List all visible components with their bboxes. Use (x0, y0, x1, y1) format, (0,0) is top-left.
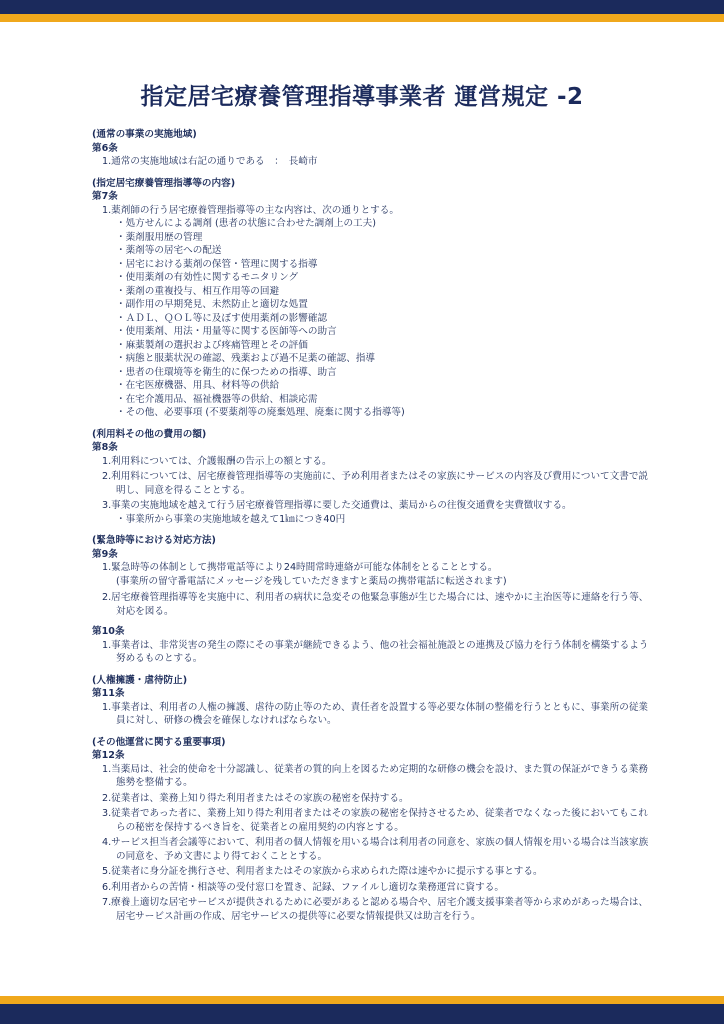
list-item: ・ＡＤＬ、ＱＯＬ等に及ぼす使用薬剤の影響確認 (116, 312, 328, 324)
item-note: ・事業所から事業の実施地域を越えて1㎞につき40円 (116, 513, 346, 525)
top-navy-band (0, 0, 724, 14)
article-item: 3.従業者であった者に、業務上知り得た利用者またはその家族の秘密を保持させるため、従業者でなくなった後においてもこれらの秘密を保持するべき旨を、従業者との雇用契約の内容とする。 (102, 808, 648, 833)
list-item: ・薬剤服用歴の管理 (116, 231, 203, 243)
article-number: 第10条 (92, 626, 125, 637)
article-number: 第7条 (92, 191, 118, 202)
bullet-list (92, 217, 652, 420)
list-item: ・麻薬製剤の選択および疼痛管理とその評価 (116, 339, 308, 351)
list-item: ・在宅介護用品、福祉機器等の供給、相談応需 (116, 393, 318, 405)
article-item: 2.利用料については、居宅療養管理指導等の実施前に、予め利用者またはその家族にサービスの内容及び費用について文書で説明し、同意を得ることとする。 (102, 471, 649, 496)
article-number: 第8条 (92, 442, 118, 453)
list-item: ・病態と服薬状況の確認、残薬および過不足薬の確認、指導 (116, 353, 376, 364)
list-item: ・副作用の早期発見、未然防止と適切な処置 (116, 299, 308, 310)
section-heading: (その他運営に関する重要事項) (92, 736, 226, 748)
article-item: 7.療養上適切な居宅サービスが提供されるために必要があると認める場合や、居宅介護支援事業者等から求めがあった場合は、居宅サービス計画の作成、居宅サービスの提供等に必要な情報提供又は助言を行う。 (102, 897, 649, 922)
item-note: (事業所の留守番電話にメッセージを残していただきますと薬局の携帯電話に転送されます) (116, 575, 507, 587)
article-item: 1.緊急時等の体制として携帯電話等により24時間常時連絡が可能な体制をとることとする。 (102, 562, 498, 573)
article-item: 5.従業者に身分証を携行させ、利用者またはその家族から求められた際は速やかに提示する事とする。 (102, 866, 543, 877)
article-item: 6.利用者からの苦情・相談等の受付窓口を置き、記録、ファイルし適切な業務運営に資する。 (102, 881, 504, 893)
document-body (92, 128, 652, 923)
article-item: 1.事業者は、非常災害の発生の際にその事業が継続できるよう、他の社会福祉施設との連携及び協力を行う体制を構築するよう努めるものとする。 (102, 639, 649, 664)
list-item: ・在宅医療機器、用具、材料等の供給 (116, 380, 280, 391)
article-number: 第9条 (92, 548, 118, 560)
section-heading: (緊急時等における対応方法) (92, 535, 216, 546)
section-heading: (利用料その他の費用の額) (92, 428, 207, 440)
section-heading: (指定居宅療養管理指導等の内容) (92, 177, 236, 189)
list-item: ・処方せんによる調剤 (患者の状態に合わせた調剤上の工夫) (116, 218, 376, 229)
article-number: 第6条 (92, 142, 118, 154)
article-item: 3.事業の実施地域を越えて行う居宅療養管理指導に要した交通費は、薬局からの往復交通費を実費徴収する。 (102, 500, 572, 511)
article-item: 4.サービス担当者会議等において、利用者の個人情報を用いる場合は利用者の同意を、家族の個人情報を用いる場合は当該家族の同意を、予め文書により得ておくこととする。 (102, 837, 649, 862)
section-heading: (人権擁護・虐待防止) (92, 674, 188, 686)
article-item: 1.当薬局は、社会的使命を十分認識し、従業者の質的向上を図るため定期的な研修の機会を設け、また質の保証ができうる業務態勢を整備する。 (102, 763, 649, 788)
list-item: ・患者の住環境等を衛生的に保つための指導、助言 (116, 366, 337, 378)
bottom-navy-band (0, 1004, 724, 1024)
bottom-gold-band (0, 996, 724, 1004)
list-item: ・薬剤等の居宅への配送 (116, 245, 222, 256)
page-title: 指定居宅療養管理指導事業者 運営規定 -2 (140, 84, 584, 110)
section-heading: (通常の事業の実施地域) (92, 129, 197, 140)
top-gold-band (0, 14, 724, 22)
list-item: ・使用薬剤の有効性に関するモニタリング (116, 272, 299, 283)
article-number: 第12条 (92, 750, 125, 761)
article-item: 1.通常の実施地域は右記の通りである ： 長崎市 (102, 156, 318, 167)
list-item: ・その他、必要事項 (不要薬剤等の廃棄処理、廃棄に関する指導等) (116, 407, 405, 418)
article-item: 1.薬剤師の行う居宅療養管理指導等の主な内容は、次の通りとする。 (102, 204, 399, 216)
list-item: ・使用薬剤、用法・用量等に関する医師等への助言 (116, 326, 337, 337)
article-item: 2.居宅療養管理指導等を実施中に、利用者の病状に急変その他緊急事態が生じた場合には、速やかに主治医等に連絡を行う等、対応を図る。 (102, 592, 649, 617)
list-item: ・薬剤の重複投与、相互作用等の回避 (116, 285, 280, 297)
article-item: 1.利用料については、介護報酬の告示上の額とする。 (102, 455, 332, 467)
article-number: 第11条 (92, 688, 125, 699)
list-item: ・居宅における薬剤の保管・管理に関する指導 (116, 258, 318, 270)
article-item: 2.従業者は、業務上知り得た利用者またはその家族の秘密を保持する。 (102, 792, 409, 804)
article-item: 1.事業者は、利用者の人権の擁護、虐待の防止等のため、責任者を設置する等必要な体制の整備を行うとともに、事業所の従業員に対し、研修の機会を確保しなければならない。 (102, 701, 649, 726)
